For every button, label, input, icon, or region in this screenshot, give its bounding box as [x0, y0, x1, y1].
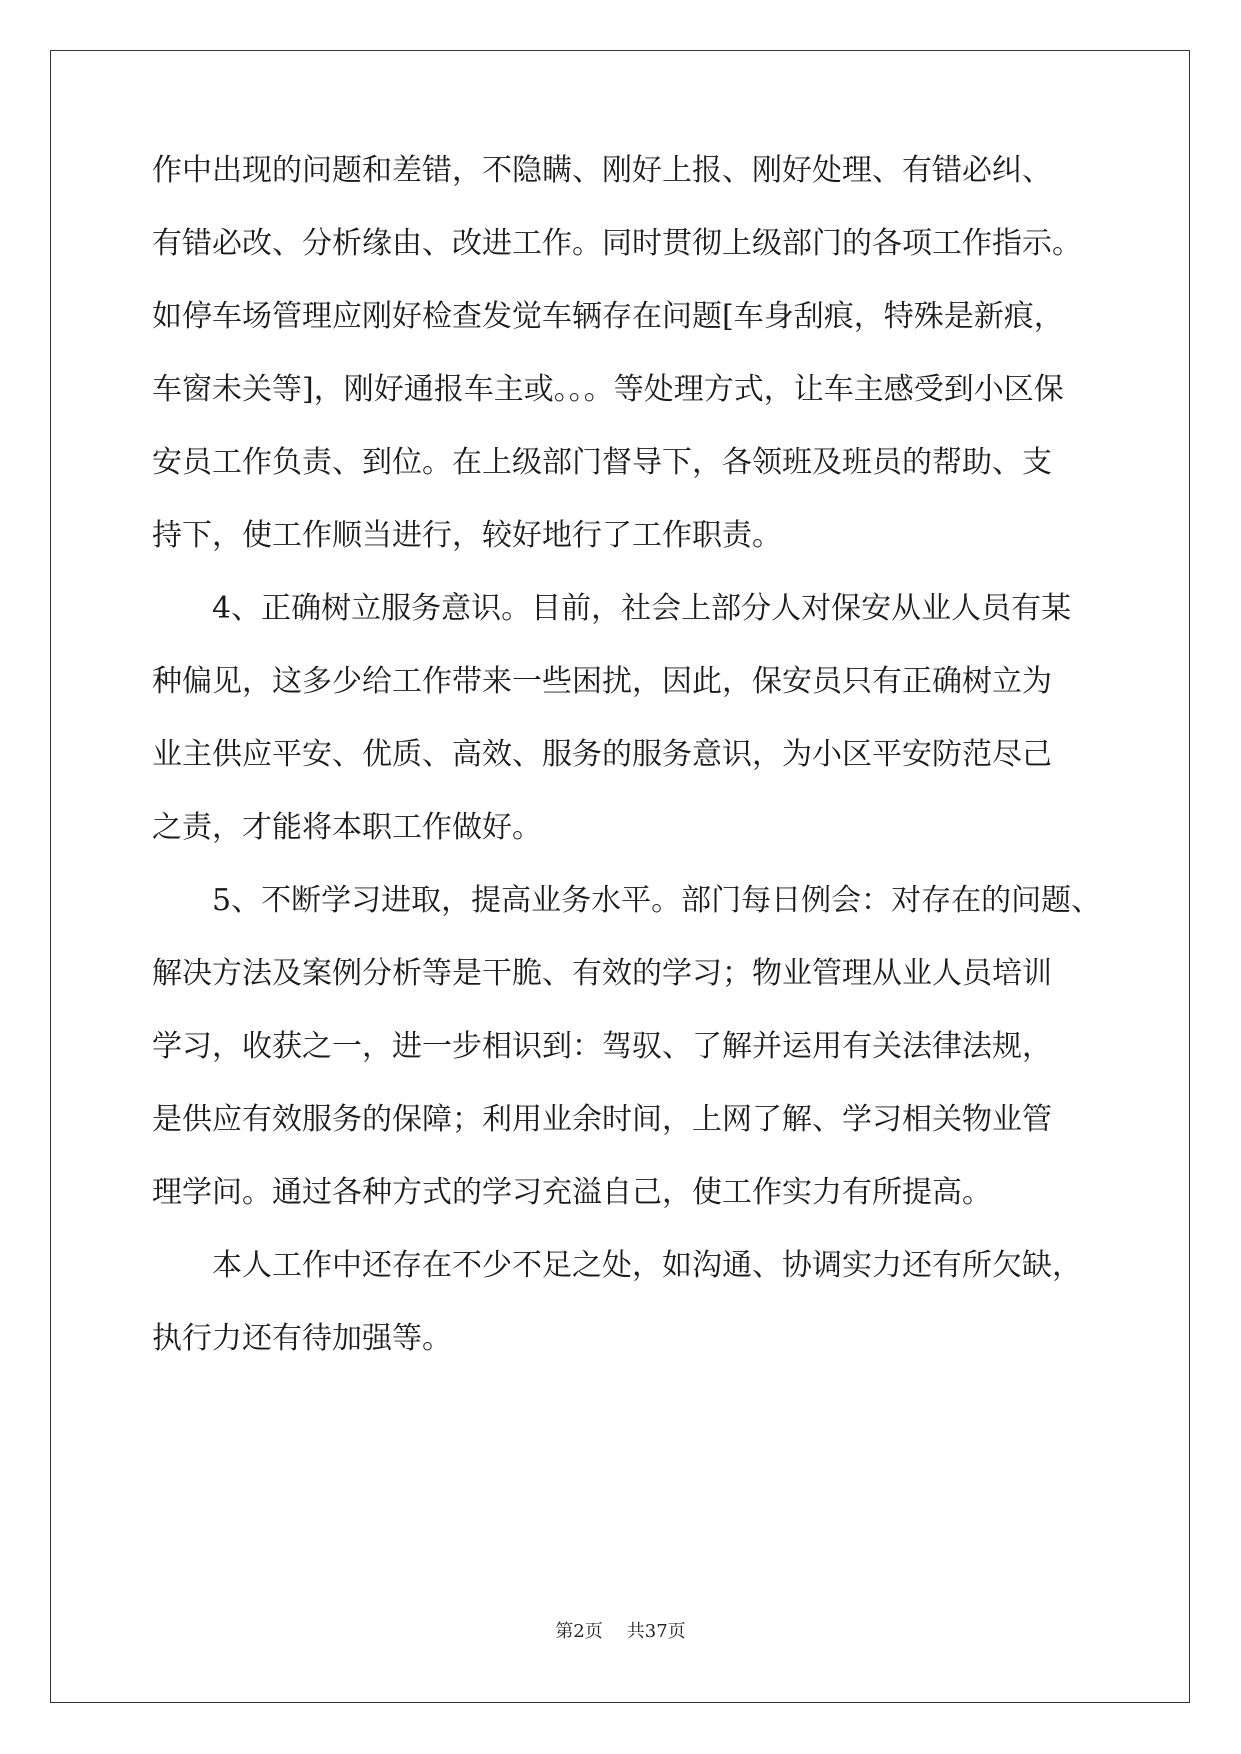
text-line: 持下，使工作顺当进行，较好地行了工作职责。: [152, 518, 782, 553]
page-number: 第2页: [555, 1621, 603, 1642]
text-line: 如停车场管理应刚好检查发觉车辆存在问题[车身刮痕，特殊是新痕，: [152, 299, 1064, 334]
text-line: 是供应有效服务的保障；利用业余时间，上网了解、学习相关物业管: [152, 1102, 1052, 1137]
text-line: 车窗未关等]，刚好通报车主或。。。等处理方式，让车主感受到小区保: [152, 372, 1064, 407]
text-line: 解决方法及案例分析等是干脆、有效的学习；物业管理从业人员培训: [152, 956, 1052, 991]
text-line: 执行力还有待加强等。: [152, 1321, 452, 1356]
paragraph-first-line: 5、不断学习进取，提高业务水平。部门每日例会：对存在的问题、: [212, 883, 1102, 918]
text-line: 种偏见，这多少给工作带来一些困扰，因此，保安员只有正确树立为: [152, 664, 1052, 699]
paragraph-first-line: 4、正确树立服务意识。目前，社会上部分人对保安从业人员有某: [212, 591, 1072, 626]
text-line: 安员工作负责、到位。在上级部门督导下，各领班及班员的帮助、支: [152, 445, 1052, 480]
text-line: 之责，才能将本职工作做好。: [152, 810, 542, 845]
page-total: 共37页: [626, 1621, 686, 1642]
text-line: 作中出现的问题和差错，不隐瞒、刚好上报、刚好处理、有错必纠、: [152, 153, 1052, 188]
text-line: 有错必改、分析缘由、改进工作。同时贯彻上级部门的各项工作指示。: [152, 226, 1082, 261]
text-line: 理学问。通过各种方式的学习充溢自己，使工作实力有所提高。: [152, 1175, 992, 1210]
page-footer: [0, 1620, 1241, 1644]
paragraph-first-line: 本人工作中还存在不少不足之处，如沟通、协调实力还有所欠缺，: [212, 1248, 1082, 1283]
text-line: 学习，收获之一，进一步相识到：驾驭、了解并运用有关法律法规，: [152, 1029, 1052, 1064]
text-line: 业主供应平安、优质、高效、服务的服务意识，为小区平安防范尽己: [152, 737, 1052, 772]
